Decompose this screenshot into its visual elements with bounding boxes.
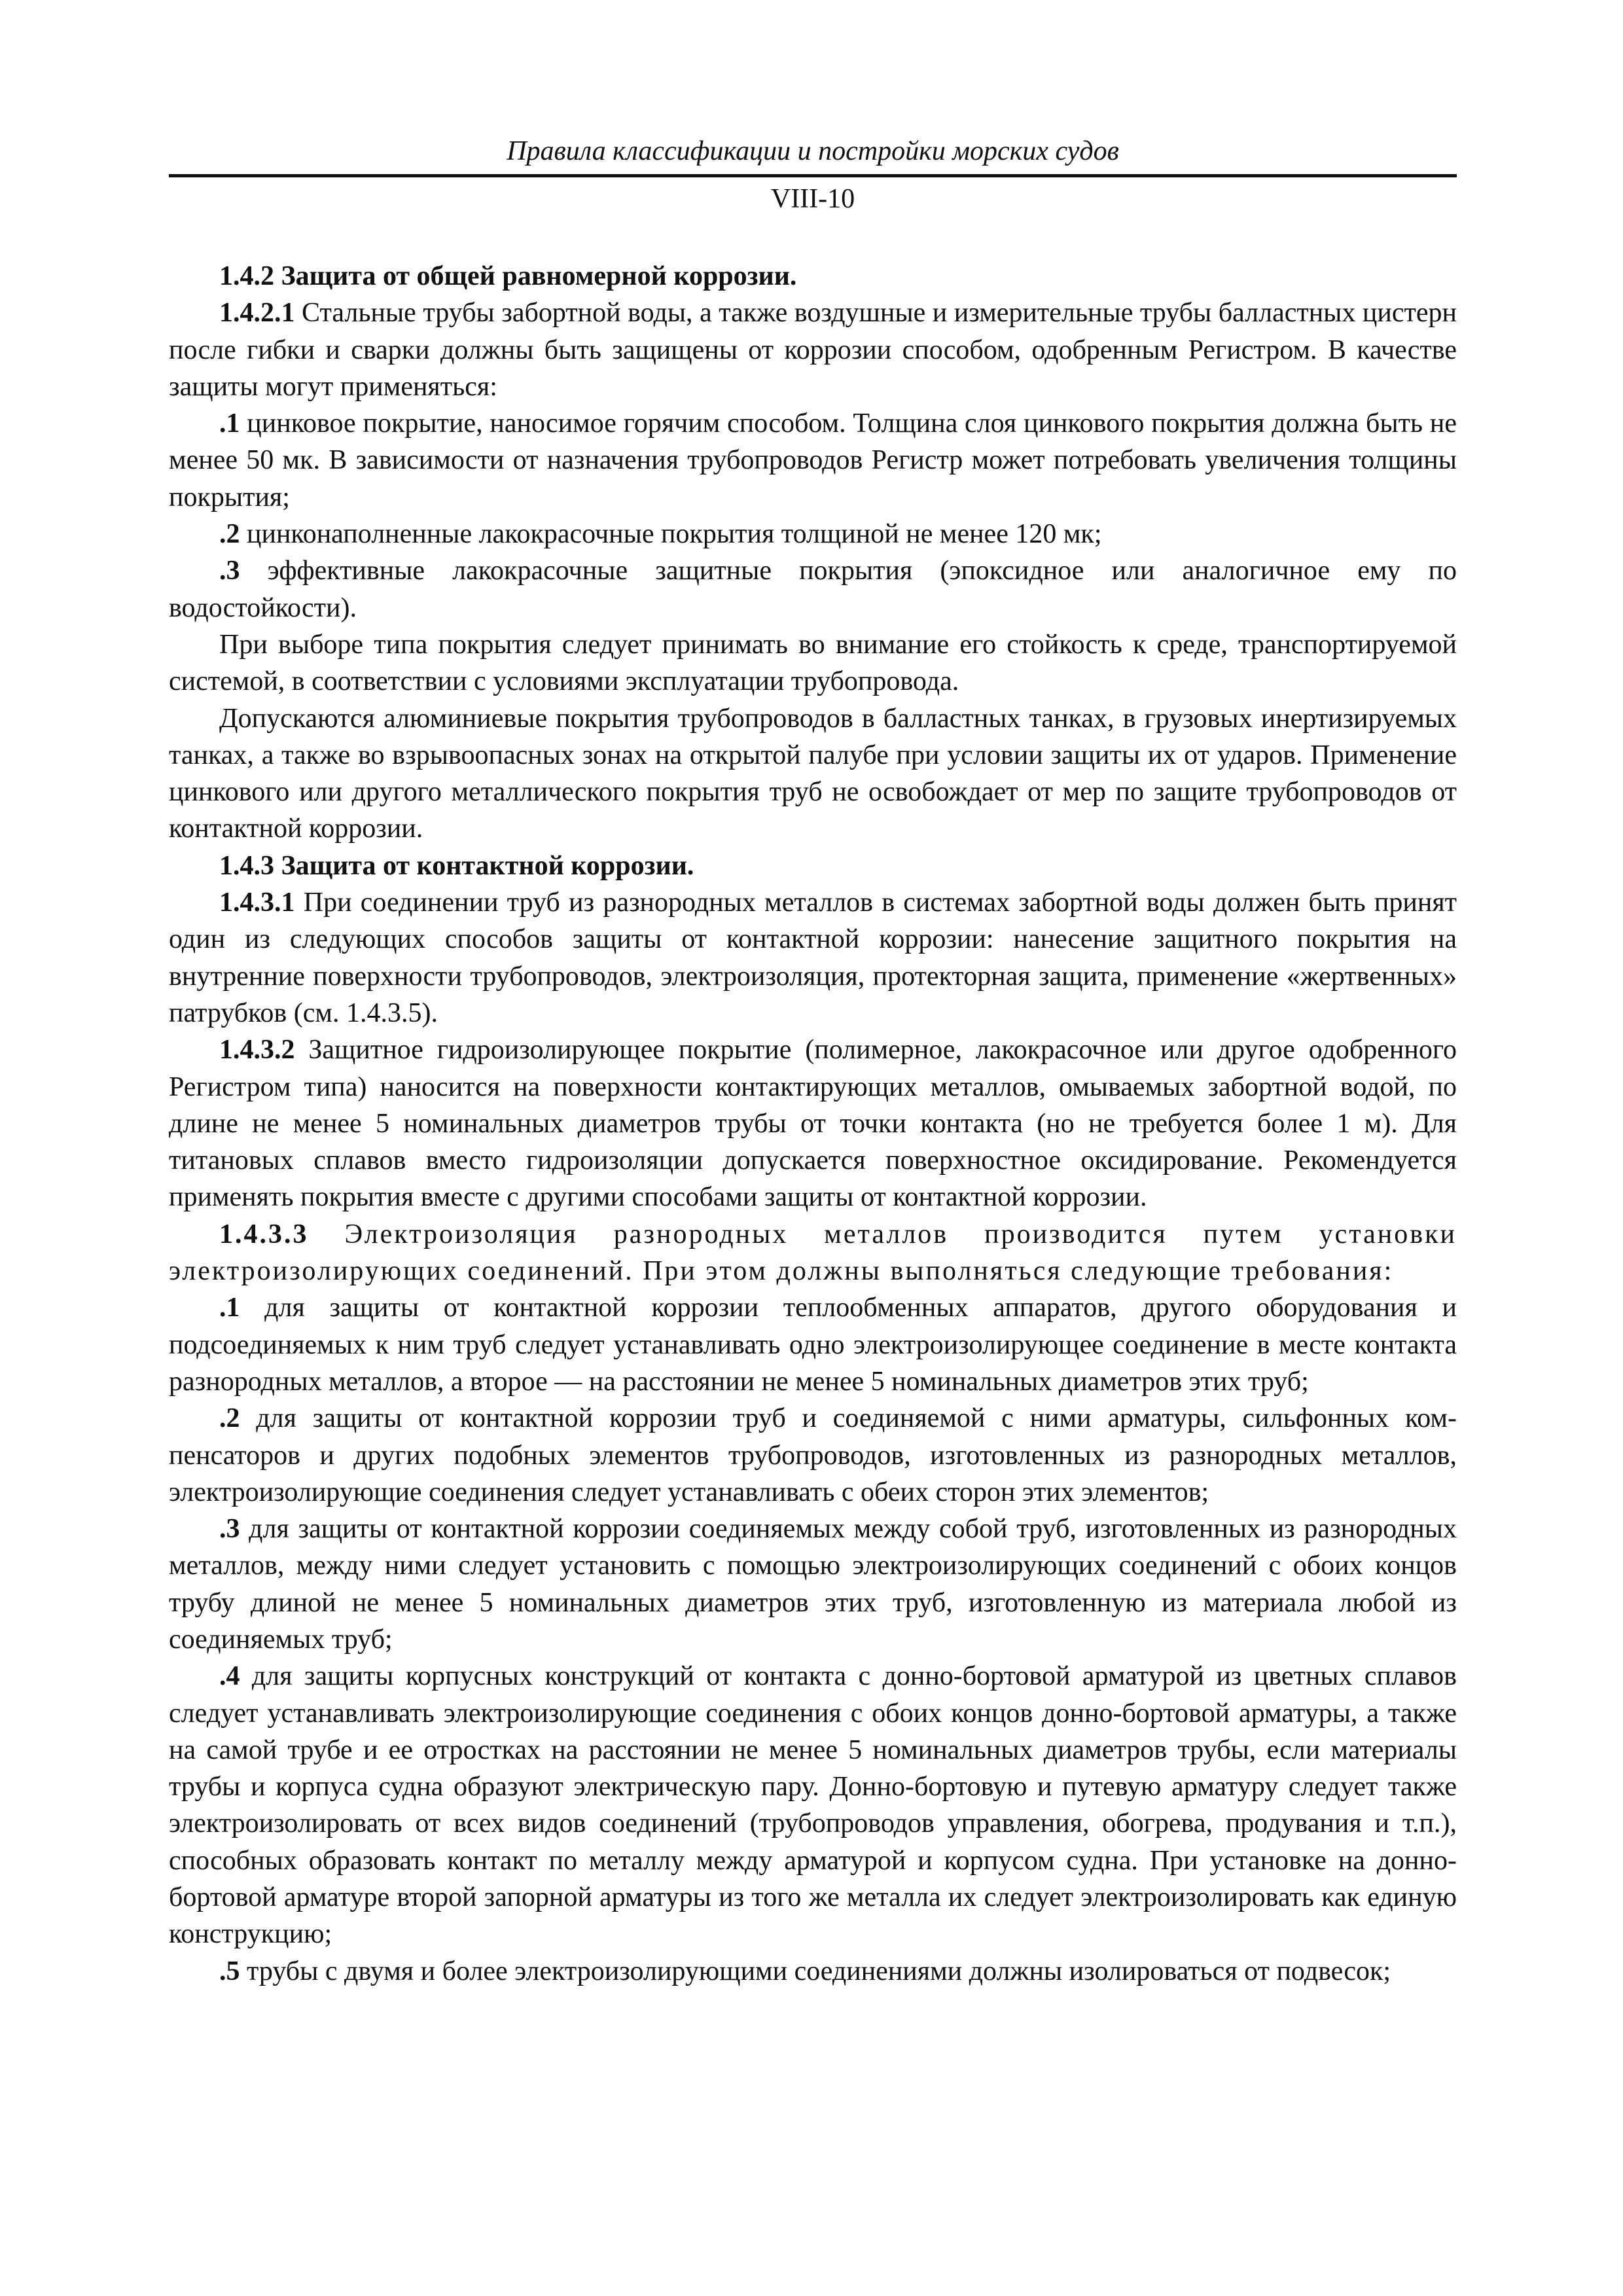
list-item-1	[169, 405, 1457, 516]
item-text: цинковое покрытие, наносимое горячим способом. Толщина слоя цинкового покрытия должна быть не менее 50 мк. В зависимости от назначения трубопроводов Регистр может потребовать увеличения толщины покрытия;	[169, 408, 1457, 512]
paragraph-1-4-3-3	[169, 1216, 1457, 1290]
item-number: .2	[219, 1403, 240, 1434]
requirement-item-2	[169, 1400, 1457, 1511]
item-number: .5	[219, 1956, 240, 1986]
item-text: для защиты от контактной коррозии теплообменных аппаратов, другого оборудования и подсоединяемых к ним труб следует устанавливать одно электроизолирующее соединение в месте контакта разнородных металлов, а второе — на расстоянии не менее 5 номинальных диаметров этих труб;	[169, 1293, 1457, 1397]
requirement-item-5	[169, 1953, 1457, 1990]
item-number: .3	[219, 556, 240, 586]
paragraph-text: Электроизоляция разнородных металлов производится путем установки электроизолирующих соединений. При этом должны выполняться следующие требования:	[169, 1219, 1457, 1287]
item-text: для защиты корпусных конструкций от контакта с донно-бортовой арматурой из цветных сплавов следует устанавливать электроизолирующие соединения с обоих концов донно-бортовой арматуры, а также на самой трубе и ее отростках на расстоянии не менее 5 номинальных диаметров трубы, если материалы трубы и корпуса судна образуют электрическую пару. Донно-бортовую и путевую арматуру следует также электроизолировать от всех видов соединений (трубопроводов управления, обогрева, продувания и т.п.), способных образовать контакт по металлу между арматурой и корпусом судна. При установке на донно-бортовой арматуре второй запорной арматуры из того же металла их следует электроизолировать как единую конструкцию;	[169, 1661, 1457, 1950]
paragraph-number: 1.4.3.3	[219, 1219, 309, 1249]
paragraph-1-4-3-2	[169, 1031, 1457, 1215]
item-number: .2	[219, 519, 240, 550]
item-number: .1	[219, 1293, 240, 1323]
item-text: цинконаполненные лакокрасочные покрытия толщиной не менее 120 мк;	[240, 519, 1102, 550]
paragraph-text: Защитное гидроизолирующее покрытие (полимерное, лакокрасочное или другое одобренного Регистром типа) наносится на поверхности контактирующих металлов, омываемых забортной водой, по длине не менее 5 номинальных диаметров трубы от точки контакта (но не требуется более 1 м). Для титановых сплавов вместо гидроизоляции допускается поверхностное оксидирование. Рекомендуется применять покрытия вместе с другими способами защиты от контактной коррозии.	[169, 1035, 1457, 1213]
header-rule	[169, 174, 1457, 177]
item-number: .4	[219, 1661, 240, 1692]
list-item-3	[169, 552, 1457, 626]
paragraph-aluminium-coatings: Допускаются алюминиевые покрытия трубопроводов в балластных танках, в грузовых инертизируемых танках, а также во взрывоопасных зонах на открытой палубе при условии защиты их от ударов. Применение цинкового или другого металлического покрытия труб не освобождает от мер по защите трубопроводов от контактной коррозии.	[169, 703, 1457, 844]
item-text: для защиты от контактной коррозии соединяемых между собой труб, изготовленных из разнородных металлов, между ними следует установить с помощью электроизолирующих соединений с обоих концов трубу длиной не менее 5 номинальных диаметров этих труб, изготовленную из материала любой из соединяемых труб;	[169, 1514, 1457, 1655]
page-number: VIII-10	[770, 184, 855, 214]
paragraph-text: Стальные трубы забортной воды, а также воздушные и измерительные трубы балластных цистерн после гибки и сварки должны быть защищены от коррозии способом, одобренным Регистром. В качестве защиты могут применяться:	[169, 298, 1457, 402]
item-number: .3	[219, 1514, 240, 1545]
paragraph-coating-choice: При выборе типа покрытия следует принимать во внимание его стойкость к среде, транспортируемой системой, в соответствии с условиями эксплуатации трубопровода.	[169, 629, 1457, 697]
paragraph-number: 1.4.2.1	[219, 298, 295, 329]
document-body	[169, 258, 1457, 1990]
paragraph-1-4-2-1	[169, 295, 1457, 405]
item-number: .1	[219, 408, 240, 439]
list-item-2	[169, 516, 1457, 552]
requirement-item-3	[169, 1511, 1457, 1658]
paragraph-text: При соединении труб из разнородных металлов в системах забортной воды должен быть принят один из следующих способов защиты от контактной коррозии: нанесение защитного покрытия на внутренние поверхности трубопроводов, электроизоляция, протекторная защита, применение «жертвенных» патрубков (см. 1.4.3.5).	[169, 888, 1457, 1028]
section-heading-1-4-2: 1.4.2 Защита от общей равномерной коррозии.	[219, 261, 797, 291]
requirement-item-1	[169, 1289, 1457, 1400]
requirement-item-4	[169, 1658, 1457, 1952]
paragraph-number: 1.4.3.2	[219, 1035, 295, 1066]
item-text: трубы с двумя и более электроизолирующими соединениями должны изолироваться от подвесок;	[240, 1956, 1391, 1986]
item-text: для защиты от контактной коррозии труб и соединяемой с ними арматуры, сильфонных компенсаторов и других подобных элементов трубопроводов, изготовленных из разнородных металлов, электроизолирующие соединения следует устанавливать с обеих сторон этих элементов;	[169, 1403, 1457, 1507]
paragraph-1-4-3-1	[169, 884, 1457, 1031]
section-heading-1-4-3: 1.4.3 Защита от контактной коррозии.	[219, 850, 694, 881]
running-title: Правила классификации и постройки морских судов	[507, 136, 1119, 166]
item-text: эффективные лакокрасочные защитные покрытия (эпоксидное или аналогичное ему по водостойкости).	[169, 556, 1457, 623]
paragraph-number: 1.4.3.1	[219, 888, 295, 918]
